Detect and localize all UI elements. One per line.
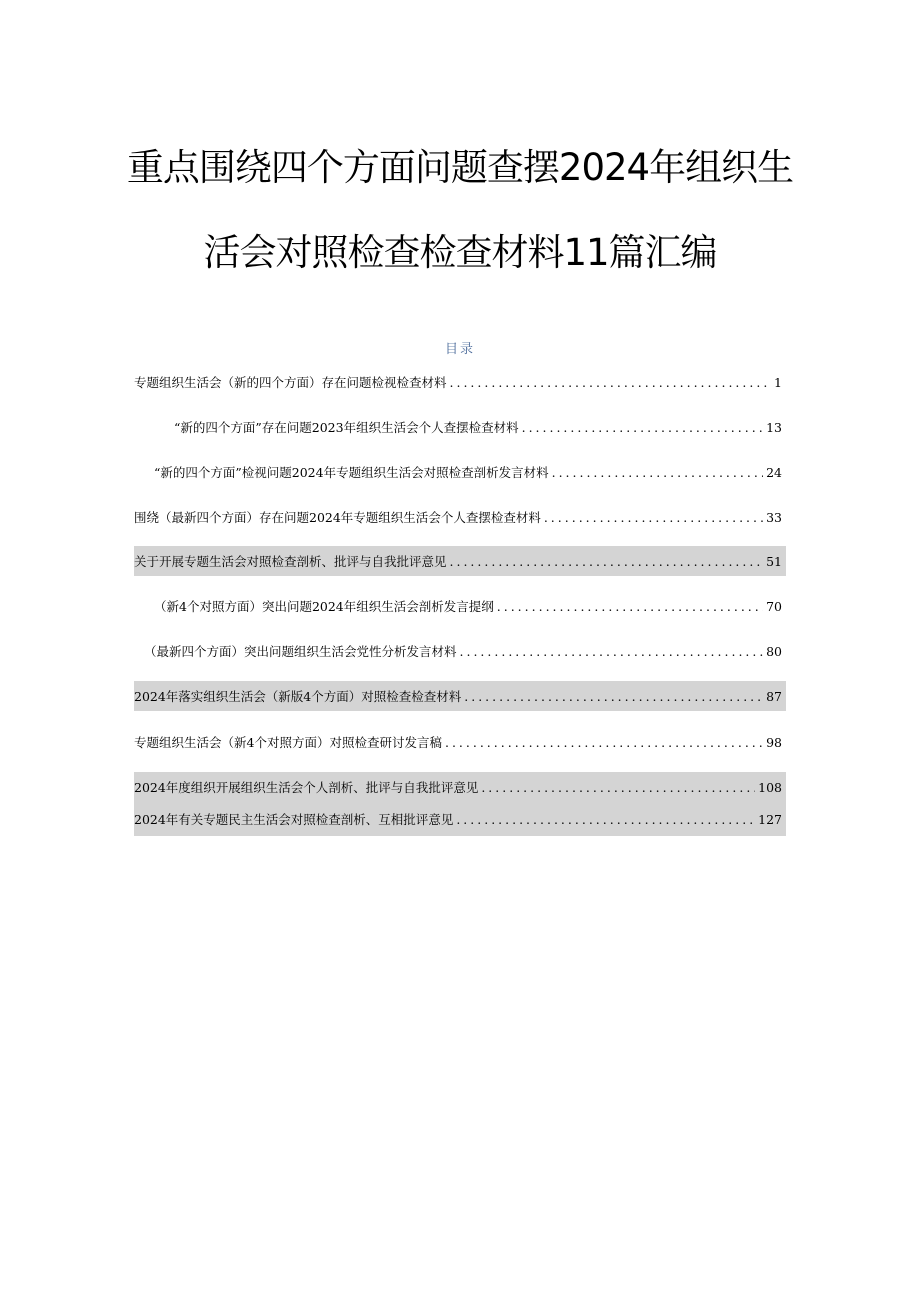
toc-leader-dots [497,599,763,614]
toc-entry-page: 51 [766,553,782,569]
toc-entry-page: 13 [766,419,782,435]
toc-entry-title: 关于开展专题生活会对照检查剖析、批评与自我批评意见 [134,554,447,569]
toc-entry[interactable] [134,546,786,576]
toc-entry[interactable] [134,367,786,397]
toc-entry-title: 2024年度组织开展组织生活会个人剖析、批评与自我批评意见 [134,780,479,795]
toc-entry[interactable] [134,457,786,487]
toc-leader-dots [481,780,755,795]
toc-entry-title: 专题组织生活会（新的四个方面）存在问题检视检查材料 [134,375,447,390]
toc-entry-title: 2024年落实组织生活会（新版4个方面）对照检查检查材料 [134,689,462,704]
toc-entry-page: 87 [766,688,782,704]
toc-entry[interactable] [134,681,786,711]
toc-entry[interactable] [134,802,786,836]
toc-entry-page: 1 [774,374,782,390]
toc-leader-dots [464,689,763,704]
toc-heading: 目录 [444,342,475,357]
toc-leader-dots [456,812,755,827]
toc-leader-dots [450,554,764,569]
toc-entry-page: 98 [766,734,782,750]
toc-entry-page: 127 [758,811,782,827]
toc-entry[interactable] [134,591,786,621]
toc-entry-page: 70 [766,598,782,614]
toc-entry-page: 33 [766,509,782,525]
toc-entry-title: 专题组织生活会（新4个对照方面）对照检查研讨发言稿 [134,735,442,750]
toc-entry-title: 2024年有关专题民主生活会对照检查剖析、互相批评意见 [134,812,454,827]
toc-entry-page: 80 [766,643,782,659]
toc-leader-dots [460,644,764,659]
toc-leader-dots [544,510,763,525]
toc-leader-dots [552,465,764,480]
toc-leader-dots [450,375,772,390]
toc-entry[interactable] [134,727,786,757]
toc-entry-title: （最新四个方面）突出问题组织生活会党性分析发言材料 [144,644,457,659]
toc-entry-page: 108 [758,779,782,795]
document-title-line-2: 活会对照检查检查材料11篇汇编 [203,231,717,274]
toc-leader-dots [522,420,764,435]
toc-entry[interactable] [134,636,786,666]
toc-entry-title: 围绕（最新四个方面）存在问题2024年专题组织生活会个人查摆检查材料 [134,510,541,525]
toc-entry-title: “新的四个方面”存在问题2023年组织生活会个人查摆检查材料 [174,420,519,435]
toc-entry[interactable] [134,502,786,532]
toc-entry-title: （新4个对照方面）突出问题2024年组织生活会剖析发言提纲 [154,599,494,614]
toc-leader-dots [445,735,763,750]
toc-entry-title: “新的四个方面”检视问题2024年专题组织生活会对照检查剖析发言材料 [154,465,549,480]
toc-entry[interactable] [134,412,786,442]
document-title-line-1: 重点围绕四个方面问题查摆2024年组织生 [126,146,794,189]
toc-entry-page: 24 [766,464,782,480]
toc-entry[interactable] [134,772,786,802]
